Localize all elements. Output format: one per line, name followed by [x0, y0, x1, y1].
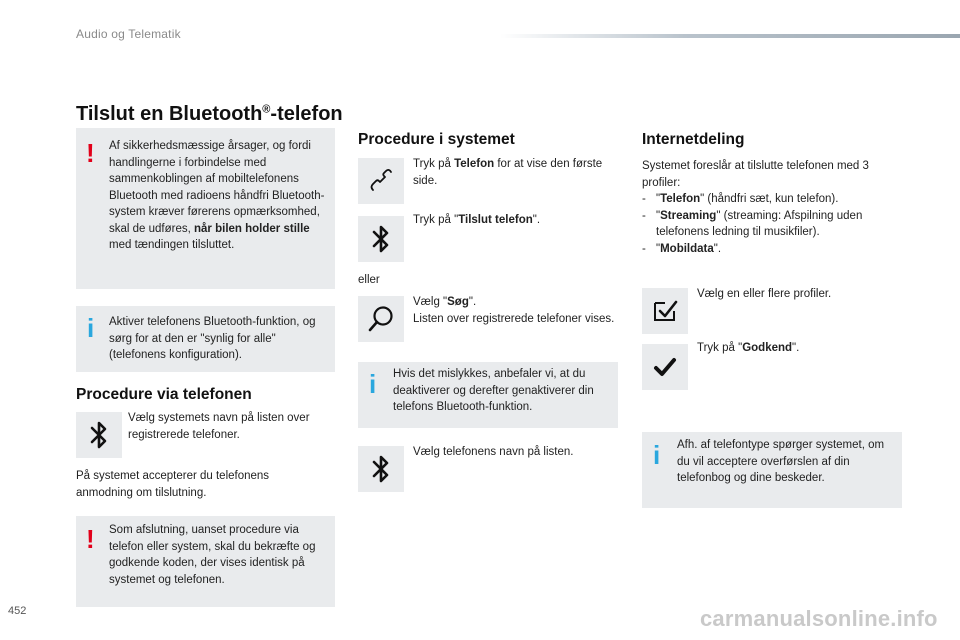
- phonebook-transfer-info-box: [642, 432, 902, 508]
- or-label: eller: [358, 274, 380, 286]
- failure-info-box: [358, 362, 618, 428]
- profile-item-streaming: - "Streaming" (streaming: Afspilning uden telefonens ledning til musikfiler).: [642, 209, 863, 238]
- bluetooth-button: [358, 446, 404, 492]
- watermark: carmanualsonline.info: [700, 606, 938, 631]
- profile-select-button: [642, 288, 688, 334]
- accept-request-text: På systemet accepterer du telefonens anmodning om tilslutning.: [76, 470, 270, 499]
- page-number: 452: [8, 605, 27, 617]
- profile-item-telefon: - "Telefon" (håndfri sæt, kun telefon).: [642, 193, 839, 205]
- internet-sharing-heading: Internetdeling: [642, 131, 745, 148]
- step-search-line2: Listen over registrerede telefoner vises.: [413, 312, 615, 325]
- procedure-system-heading: Procedure i systemet: [358, 131, 515, 148]
- page-title-main: Tilslut en Bluetooth: [76, 103, 263, 125]
- step-select-system-name: Vælg systemets navn på listen over registrerede telefoner.: [128, 412, 310, 441]
- profile-item-mobildata: - "Mobildata".: [642, 242, 722, 255]
- phonebook-transfer-info-text: Afh. af telefontype spørger systemet, om du vil acceptere overførslen af din telefonbog og dine beskeder.: [677, 439, 885, 484]
- step-search: [413, 294, 618, 327]
- step-press-phone: Tryk på Telefon for at vise den første side.: [413, 158, 603, 187]
- page-title: [76, 103, 343, 126]
- bluetooth-button: [358, 216, 404, 262]
- info-icon: i: [87, 313, 95, 343]
- code-confirmation-warning-text: Som afslutning, uanset procedure via telefon eller system, skal du bekræfte og godkende koden, der vises identisk på systemet og telefonen.: [109, 524, 316, 586]
- safety-warning-text: Af sikkerhedsmæssige årsager, og fordi handlingerne i forbindelse med sammenkoblingen af mobiltelefonens Bluetooth med radioens håndfri Bluetooth-system kræver førerens opmærksomhed, skal de udføres, når bilen holder stille med tændingen tilsluttet.: [109, 140, 325, 251]
- confirm-button: [642, 344, 688, 390]
- bluetooth-icon: [369, 453, 393, 485]
- step-search-line1: Vælg "Søg".: [413, 296, 477, 308]
- info-icon: i: [653, 440, 661, 470]
- bluetooth-activation-info-text: Aktiver telefonens Bluetooth-funktion, og sørg for at den er "synlig for alle" (telefonens konfiguration).: [109, 316, 316, 361]
- step-connect-phone: Tryk på "Tilslut telefon".: [413, 214, 541, 226]
- checkmark-icon: [652, 355, 678, 379]
- registered-mark: ®: [262, 103, 271, 116]
- profile-list: [642, 191, 882, 257]
- bluetooth-icon: [369, 223, 393, 255]
- safety-warning-box: [76, 128, 335, 289]
- checkbox-tick-icon: [651, 298, 679, 324]
- bluetooth-icon: [87, 419, 111, 451]
- bluetooth-activation-info-box: [76, 306, 335, 372]
- failure-info-text: Hvis det mislykkes, anbefaler vi, at du deaktiverer og derefter genaktiverer din telefons Bluetooth-funktion.: [393, 368, 594, 413]
- phone-button: [358, 158, 404, 204]
- phone-handset-icon: [367, 167, 395, 195]
- header-divider: [500, 34, 960, 38]
- step-press-accept: Tryk på "Godkend".: [697, 342, 800, 354]
- search-button: [358, 296, 404, 342]
- page-title-suffix: -telefon: [270, 103, 343, 125]
- search-magnifier-icon: [366, 304, 396, 334]
- code-confirmation-warning-box: [76, 516, 335, 607]
- bluetooth-button: [76, 412, 122, 458]
- procedure-phone-heading: Procedure via telefonen: [76, 386, 252, 403]
- profiles-intro: Systemet foreslår at tilslutte telefonen med 3 profiler:: [642, 160, 869, 189]
- section-label: Audio og Telematik: [76, 27, 181, 41]
- warning-icon: !: [86, 138, 95, 168]
- info-icon: i: [369, 369, 377, 399]
- step-select-profiles: Vælg en eller flere profiler.: [697, 288, 832, 300]
- warning-icon: !: [86, 524, 95, 554]
- step-choose-phone: Vælg telefonens navn på listen.: [413, 446, 574, 458]
